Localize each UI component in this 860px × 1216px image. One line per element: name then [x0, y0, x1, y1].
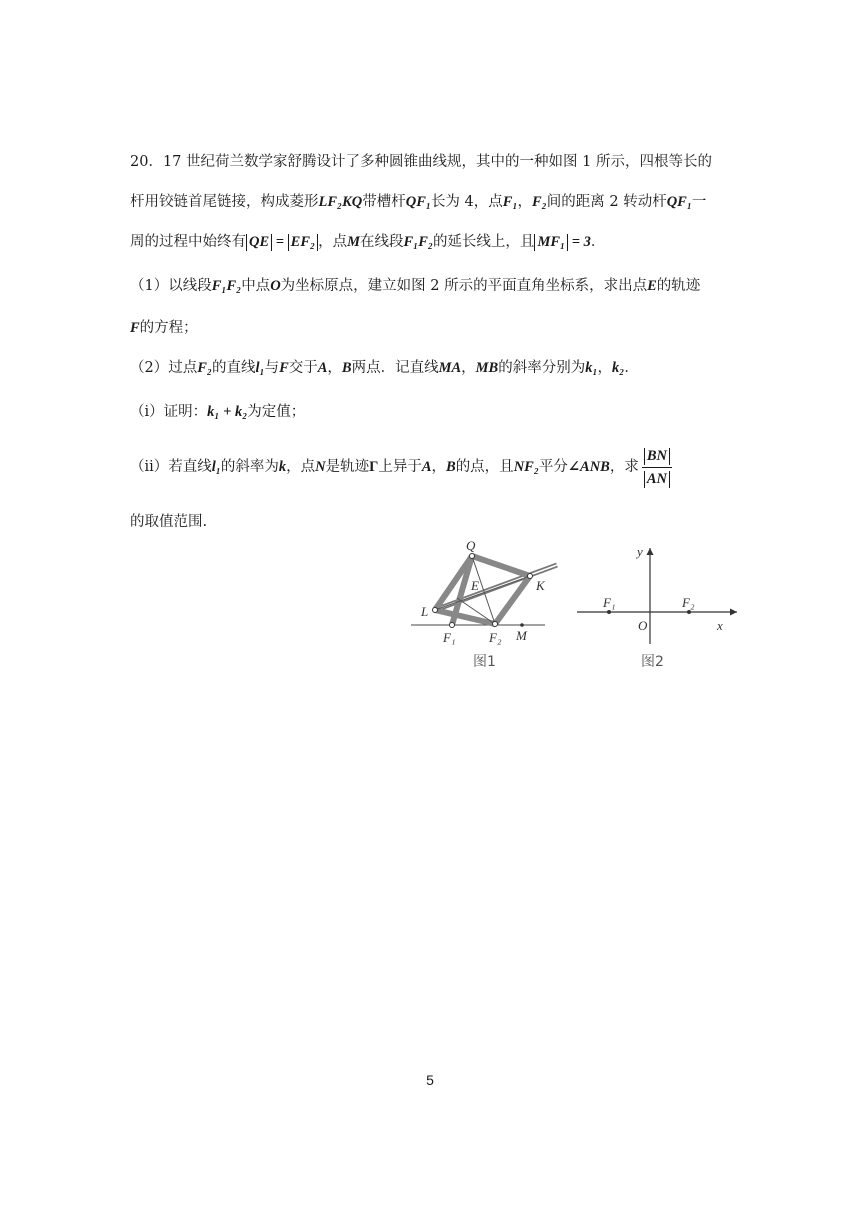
joint-l	[433, 608, 438, 613]
math-b: B	[341, 360, 352, 376]
figure-1	[411, 538, 557, 670]
figure-2-caption: 图2	[641, 654, 664, 670]
text: 的直线	[211, 360, 256, 376]
text: 的方程；	[139, 320, 198, 336]
text: ，	[431, 459, 447, 475]
question-2-ii-end	[130, 512, 732, 532]
math-gamma: Γ	[369, 459, 379, 475]
math-a: A	[421, 459, 432, 475]
text: 在线段	[359, 234, 404, 250]
page-number: 5	[426, 1072, 434, 1088]
math-f: F	[279, 360, 289, 376]
text: 杆用铰链首尾链接，构成菱形	[130, 194, 319, 210]
text: 交于	[288, 360, 318, 376]
math-equals: =	[272, 234, 288, 250]
label-o: O	[638, 618, 648, 633]
math-n: N	[315, 459, 326, 475]
text: 为坐标原点，建立如图 2 所示的平面直角坐标系，求出点	[280, 278, 648, 294]
label-x: x	[717, 618, 723, 633]
text: 上异于	[378, 459, 422, 475]
joint-f1	[450, 623, 455, 628]
text: 周的过程中始终有	[130, 234, 246, 250]
label-f2: F₂	[682, 595, 695, 610]
math-k2: k₂	[612, 360, 625, 376]
math-abs-an: AN	[644, 471, 670, 488]
label-e: E	[471, 578, 479, 593]
point-m	[520, 623, 524, 627]
figures	[405, 538, 745, 678]
math-l1: l₁	[211, 459, 221, 475]
label-f1: F₁	[603, 595, 616, 610]
math-nf2: NF₂	[513, 459, 539, 475]
math-abs-bn: BN	[644, 448, 670, 465]
math-e: E	[647, 278, 657, 294]
question-2-ii	[130, 444, 732, 490]
text: ，	[597, 360, 613, 376]
rod-qk	[472, 556, 530, 576]
point-f2	[687, 610, 691, 614]
math-f1: F₁	[502, 194, 518, 210]
math-equals-3: = 3	[568, 234, 591, 250]
text: （ii）若直线	[130, 459, 212, 475]
text: 的斜率为	[220, 459, 279, 475]
text: 是轨迹	[325, 459, 370, 475]
problem-line-1	[130, 152, 732, 172]
math-f2: F₂	[197, 360, 212, 376]
math-l1: l₁	[255, 360, 265, 376]
text: （1）以线段	[130, 278, 212, 294]
text: 中点	[241, 278, 271, 294]
math-angle-anb: ∠ANB	[567, 459, 610, 475]
text: 长为 4，点	[430, 194, 503, 210]
joint-f2	[493, 622, 498, 627]
math-segment: F₁F₂	[211, 278, 242, 294]
y-axis-arrow	[647, 548, 654, 555]
math-ma: MA	[438, 360, 462, 376]
text: ，	[461, 360, 476, 376]
label-k: K	[536, 578, 545, 593]
problem-line-3	[130, 232, 732, 252]
math-f: F	[130, 320, 140, 336]
math-o: O	[270, 278, 281, 294]
text: 的点，且	[455, 459, 514, 475]
text: 两点．记直线	[351, 360, 439, 376]
text: ，点	[286, 459, 316, 475]
math-abs-mf1: MF₁	[534, 234, 568, 251]
fraction-denominator	[642, 468, 672, 488]
text: ，求	[609, 459, 639, 475]
math-rod: QF₁	[405, 194, 431, 210]
question-1-line-2	[130, 318, 732, 338]
math-segment: F₁F₂	[403, 234, 433, 250]
label-q: Q	[466, 538, 476, 553]
question-1-line-1	[130, 276, 732, 296]
fraction-numerator	[642, 447, 672, 468]
figure-2	[577, 544, 737, 670]
text: ，	[327, 360, 342, 376]
text: 的斜率分别为	[498, 360, 586, 376]
figure-1-caption: 图1	[473, 654, 496, 670]
text: 的延长线上，且	[432, 234, 535, 250]
math-m: M	[347, 234, 360, 250]
text: 的取值范围.	[130, 514, 208, 530]
label-y: y	[637, 544, 643, 559]
math-abs-ef2: EF₂	[288, 234, 318, 251]
math-fraction	[642, 447, 672, 488]
label-l: L	[421, 604, 429, 619]
label-f2: F₂	[489, 630, 502, 645]
label-m: M	[516, 628, 527, 643]
math-k1: k₁	[585, 360, 598, 376]
problem-text: 20．17 世纪荷兰数学家舒腾设计了多种圆锥曲线规，其中的一种如图 1 所示，四根等长的	[130, 154, 712, 170]
text: 平分	[538, 459, 568, 475]
question-2	[130, 358, 732, 378]
text: 的轨迹	[656, 278, 701, 294]
math-abs-qe: QE	[246, 234, 272, 251]
label-f1: F₁	[443, 630, 456, 645]
math-k: k	[278, 459, 287, 475]
text: ，点	[318, 234, 348, 250]
text: 与	[264, 360, 280, 376]
text: ，	[517, 194, 533, 210]
text: ．	[624, 360, 639, 376]
math-a: A	[317, 360, 328, 376]
joint-k	[528, 574, 533, 579]
math-k1-plus-k2: k₁ + k₂	[207, 404, 248, 420]
math-rhombus: LF₂KQ	[318, 194, 363, 210]
joint-q	[470, 554, 475, 559]
text: （2）过点	[130, 360, 198, 376]
text: 一	[691, 194, 707, 210]
math-f2: F₂	[532, 194, 547, 210]
text: ．	[590, 234, 606, 250]
math-rod: QF₁	[666, 194, 692, 210]
text: （i）证明：	[130, 404, 208, 420]
point-f1	[607, 610, 611, 614]
rod-lf2	[435, 610, 495, 624]
question-2-i	[130, 402, 732, 422]
math-mb: MB	[475, 360, 499, 376]
math-b: B	[446, 459, 456, 475]
text: 为定值；	[247, 404, 306, 420]
problem-line-2	[130, 192, 732, 212]
text: 带槽杆	[362, 194, 406, 210]
x-axis-arrow	[730, 609, 737, 616]
text: 间的距离 2 转动杆	[546, 194, 667, 210]
